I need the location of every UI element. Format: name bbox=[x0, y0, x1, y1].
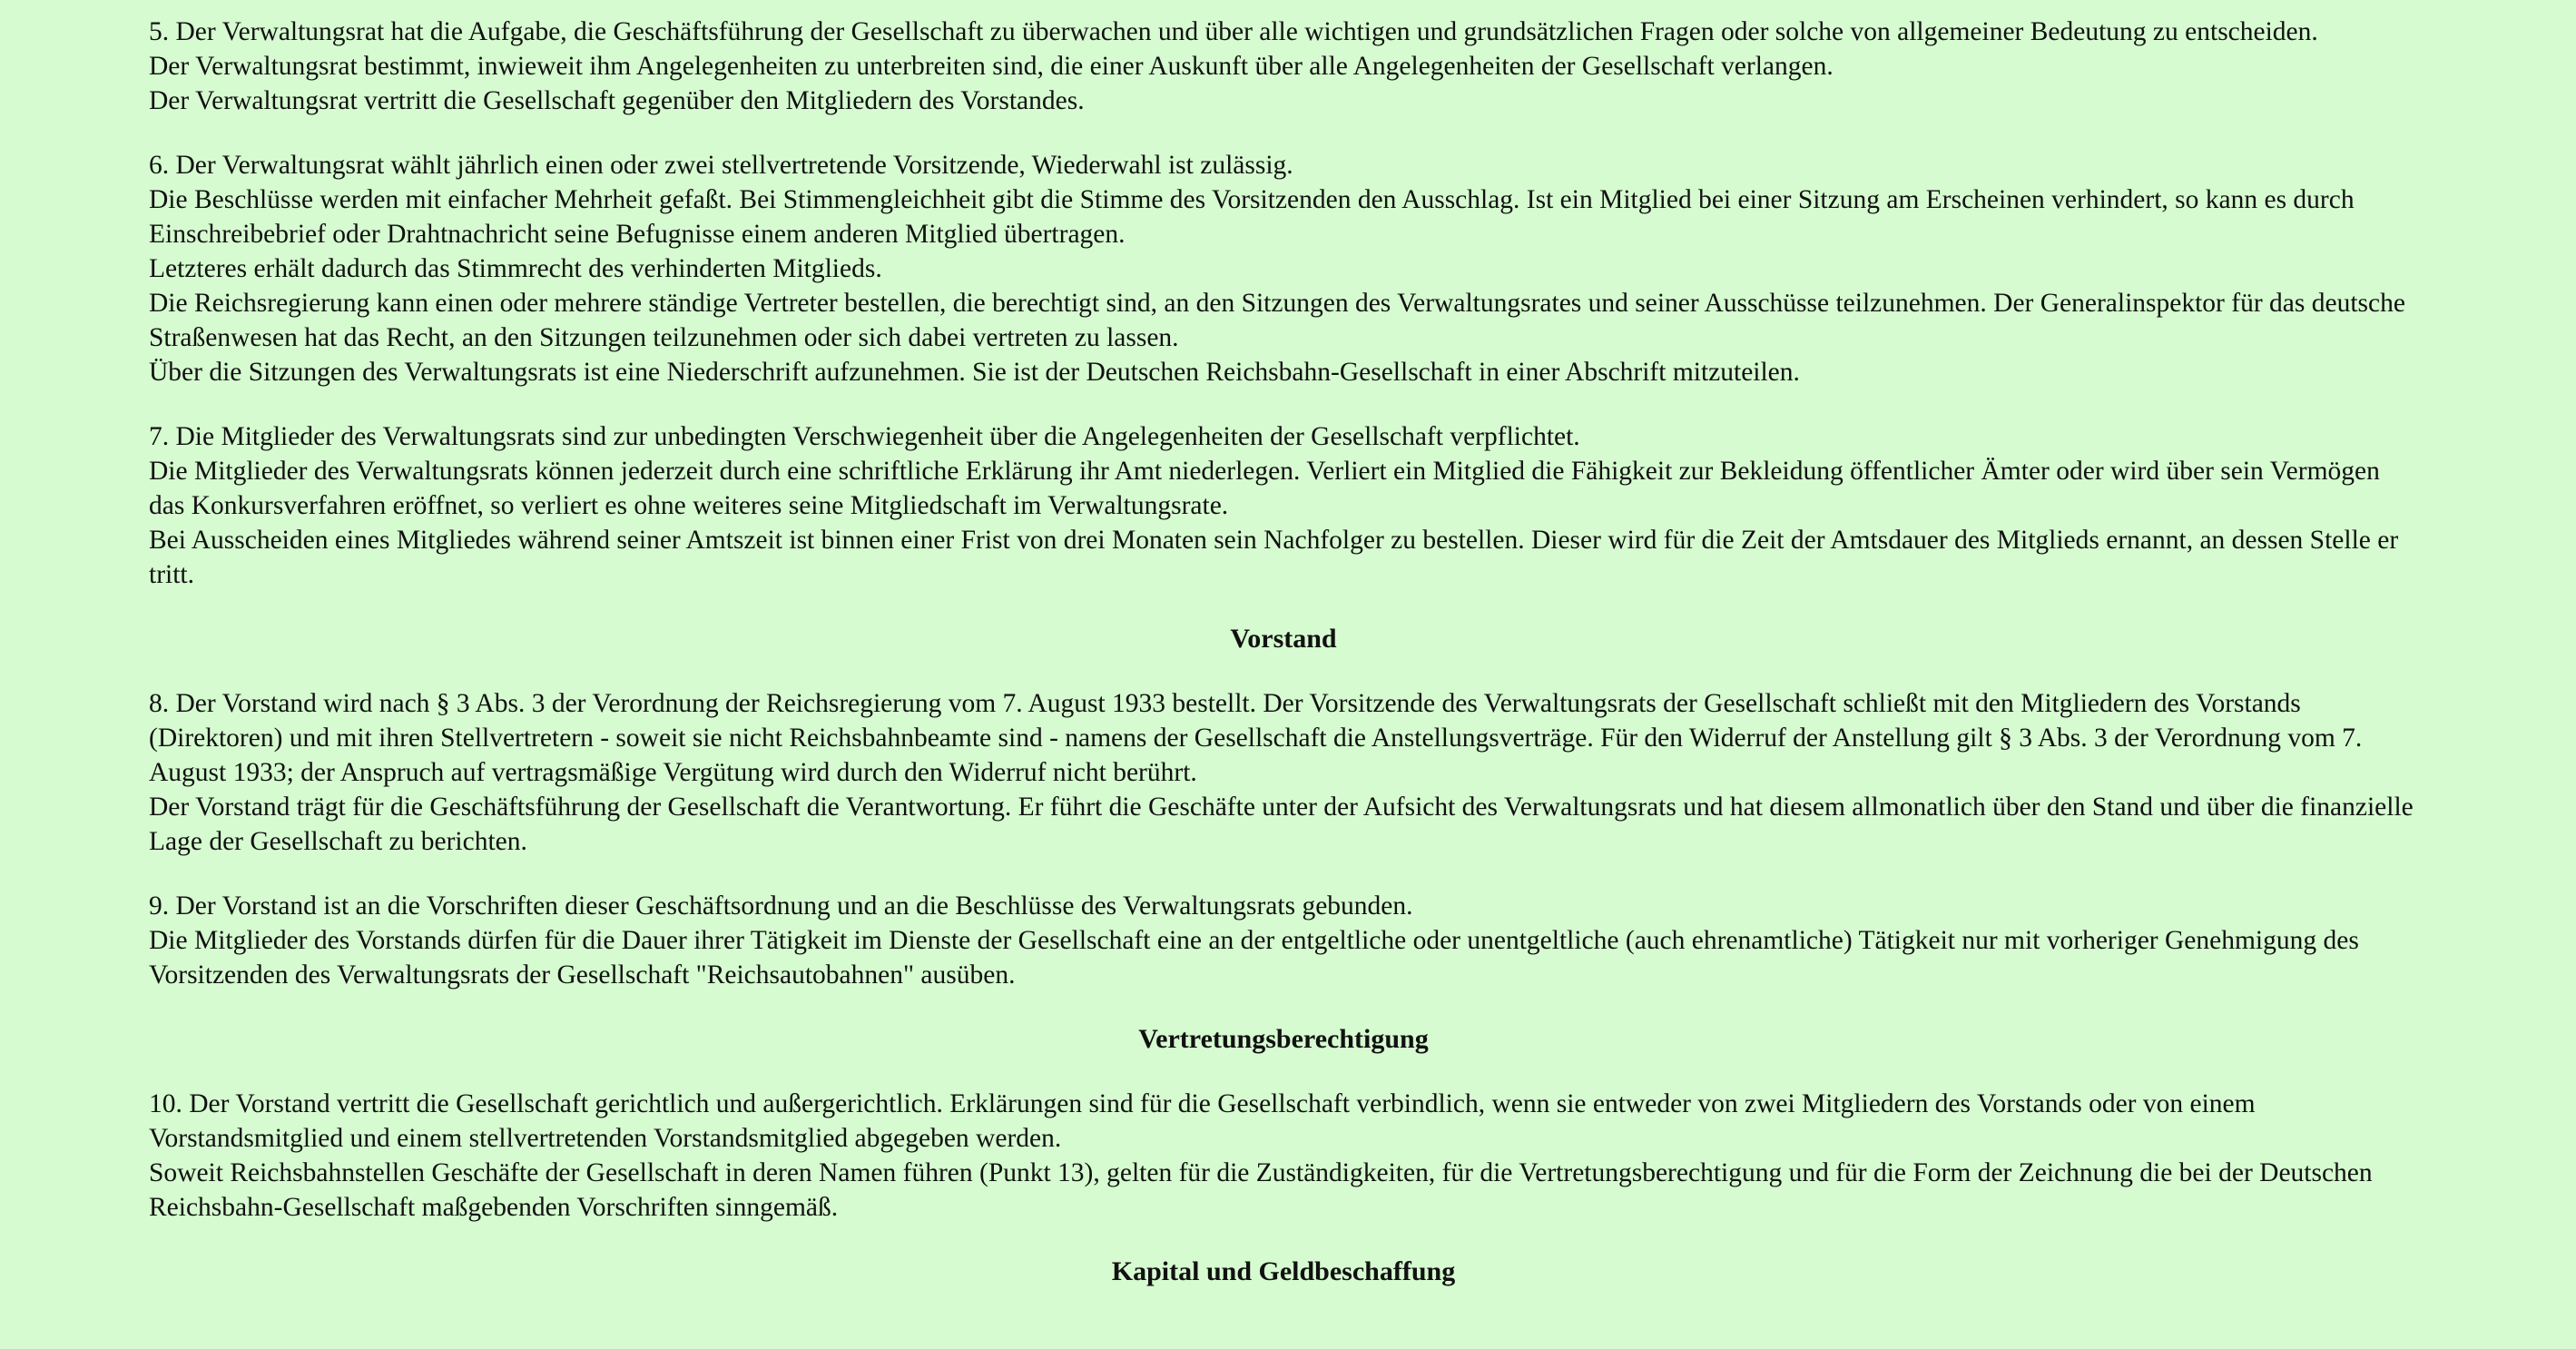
paragraph-line: Die Mitglieder des Vorstands dürfen für die Dauer ihrer Tätigkeit im Dienste der Gesellschaft eine an der entgeltliche oder unentgeltliche (auch ehrenamtliche) Tätigkeit nur mit vorheriger Genehmigung des Vorsitzenden des Verwaltungsrats der Gesellschaft "Reichsautobahnen" ausüben. bbox=[149, 926, 2359, 990]
paragraph-6 bbox=[149, 148, 2418, 389]
paragraph-7 bbox=[149, 419, 2418, 592]
section-heading-kapital: Kapital und Geldbeschaffung bbox=[1111, 1256, 1456, 1286]
paragraph-line: Die Mitglieder des Verwaltungsrats können jederzeit durch eine schriftliche Erklärung ihr Amt niederlegen. Verliert ein Mitglied die Fähigkeit zur Bekleidung öffentlicher Ämter oder wird über sein Vermögen das Konkursverfahren eröffnet, so verliert es ohne weiteres seine Mitgliedschaft im Verwaltungsrate. bbox=[149, 457, 2380, 520]
paragraph-10 bbox=[149, 1087, 2418, 1225]
paragraph-line: Über die Sitzungen des Verwaltungsrats ist eine Niederschrift aufzunehmen. Sie ist der Deutschen Reichsbahn-Gesellschaft in einer Abschrift mitzuteilen. bbox=[149, 358, 1800, 387]
paragraph-line: Die Reichsregierung kann einen oder mehrere ständige Vertreter bestellen, die berechtigt sind, an den Sitzungen des Verwaltungsrates und seiner Ausschüsse teilzunehmen. Der Generalinspektor für das deutsche Straßenwesen hat das Recht, an den Sitzungen teilzunehmen oder sich dabei vertreten zu lassen. bbox=[149, 289, 2405, 352]
paragraph-line: 9. Der Vorstand ist an die Vorschriften dieser Geschäftsordnung und an die Beschlüsse des Verwaltungsrats gebunden. bbox=[149, 891, 1413, 921]
paragraph-8 bbox=[149, 686, 2418, 859]
paragraph-line: Die Beschlüsse werden mit einfacher Mehrheit gefaßt. Bei Stimmengleichheit gibt die Stimme des Vorsitzenden den Ausschlag. Ist ein Mitglied bei einer Sitzung am Erscheinen verhindert, so kann es durch Einschreibebrief oder Drahtnachricht seine Befugnisse einem anderen Mitglied übertragen. bbox=[149, 185, 2355, 249]
paragraph-line: Soweit Reichsbahnstellen Geschäfte der Gesellschaft in deren Namen führen (Punkt 13), gelten für die Zuständigkeiten, für die Vertretungsberechtigung und für die Form der Zeichnung die bei der Deutschen Reichsbahn-Gesellschaft maßgebenden Vorschriften sinngemäß. bbox=[149, 1158, 2373, 1222]
paragraph-line: Bei Ausscheiden eines Mitgliedes während seiner Amtszeit ist binnen einer Frist von drei Monaten sein Nachfolger zu bestellen. Dieser wird für die Zeit der Amtsdauer des Mitglieds ernannt, an dessen Stelle er tritt. bbox=[149, 526, 2399, 589]
paragraph-9 bbox=[149, 889, 2418, 992]
paragraph-5 bbox=[149, 15, 2418, 118]
paragraph-line: Der Vorstand trägt für die Geschäftsführung der Gesellschaft die Verantwortung. Er führt die Geschäfte unter der Aufsicht des Verwaltungsrats und hat diesem allmonatlich über den Stand und über die finanzielle Lage der Gesellschaft zu berichten. bbox=[149, 793, 2414, 856]
paragraph-line: 6. Der Verwaltungsrat wählt jährlich einen oder zwei stellvertretende Vorsitzende, Wiederwahl ist zulässig. bbox=[149, 151, 1293, 180]
section-heading-vorstand: Vorstand bbox=[1230, 624, 1337, 654]
paragraph-line: Der Verwaltungsrat bestimmt, inwieweit ihm Angelegenheiten zu unterbreiten sind, die einer Auskunft über alle Angelegenheiten der Gesellschaft verlangen. bbox=[149, 52, 1834, 81]
paragraph-line: 10. Der Vorstand vertritt die Gesellschaft gerichtlich und außergerichtlich. Erklärungen sind für die Gesellschaft verbindlich, wenn sie entweder von zwei Mitgliedern des Vorstands oder von einem Vorstandsmitglied und einem stellvertretenden Vorstandsmitglied abgegeben werden. bbox=[149, 1089, 2256, 1153]
paragraph-line: Letzteres erhält dadurch das Stimmrecht des verhinderten Mitglieds. bbox=[149, 254, 882, 283]
section-heading-vertretungsberechtigung: Vertretungsberechtigung bbox=[1138, 1024, 1429, 1054]
paragraph-line: 5. Der Verwaltungsrat hat die Aufgabe, die Geschäftsführung der Gesellschaft zu überwachen und über alle wichtigen und grundsätzlichen Fragen oder solche von allgemeiner Bedeutung zu entscheiden. bbox=[149, 17, 2318, 46]
paragraph-line: 8. Der Vorstand wird nach § 3 Abs. 3 der Verordnung der Reichsregierung vom 7. August 1933 bestellt. Der Vorsitzende des Verwaltungsrats der Gesellschaft schließt mit den Mitgliedern des Vorstands (Direktoren) und mit ihren Stellvertretern - soweit sie nicht Reichsbahnbeamte sind - namens der Gesellschaft die Anstellungsverträge. Für den Widerruf der Anstellung gilt § 3 Abs. 3 der Verordnung vom 7. August 1933; der Anspruch auf vertragsmäßige Vergütung wird durch den Widerruf nicht berührt. bbox=[149, 689, 2363, 787]
paragraph-line: 7. Die Mitglieder des Verwaltungsrats sind zur unbedingten Verschwiegenheit über die Angelegenheiten der Gesellschaft verpflichtet. bbox=[149, 422, 1580, 451]
paragraph-line: Der Verwaltungsrat vertritt die Gesellschaft gegenüber den Mitgliedern des Vorstandes. bbox=[149, 86, 1085, 115]
